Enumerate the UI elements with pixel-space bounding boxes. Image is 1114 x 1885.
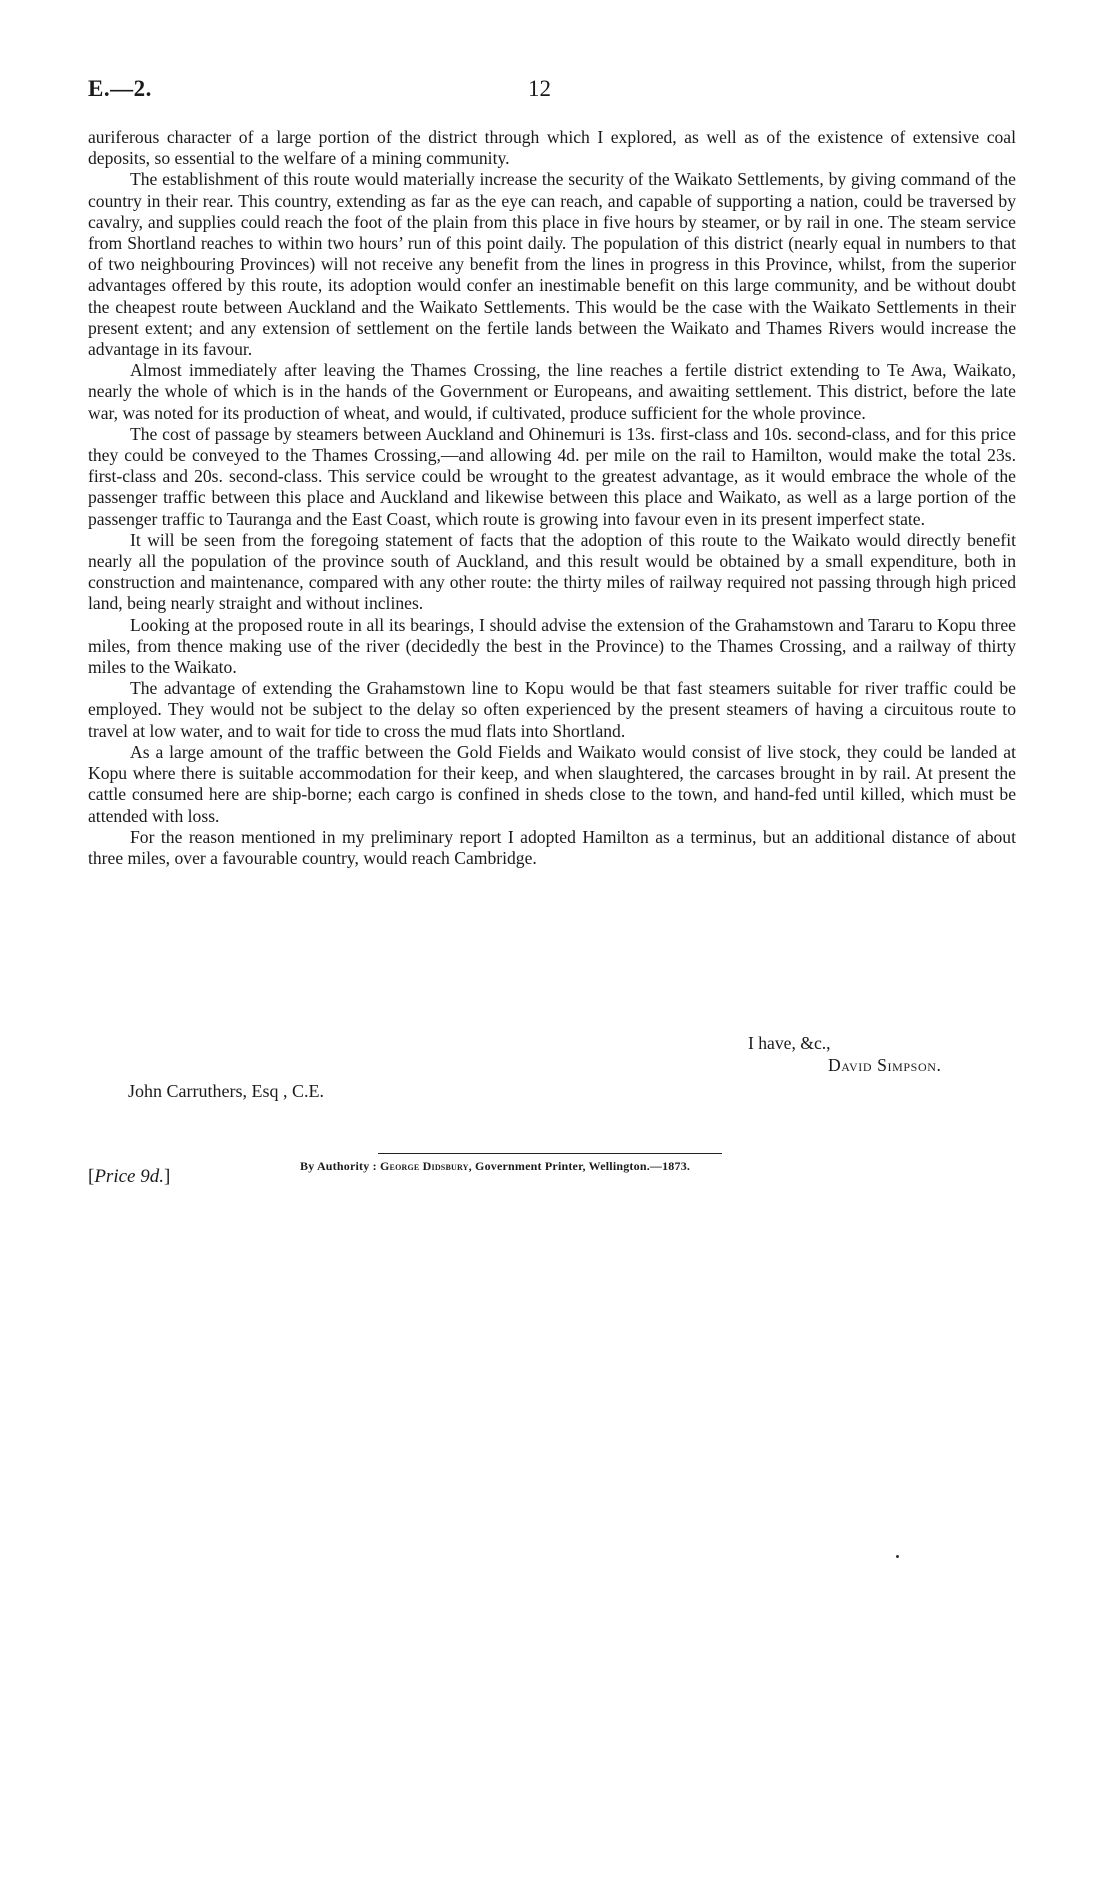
addressee: John Carruthers, Esq , C.E.	[128, 1081, 324, 1101]
salutation: I have, &c.,	[748, 1033, 831, 1053]
paragraph: Looking at the proposed route in all its bearings, I should advise the extension of the Grahamstown and Tararu to Kopu three miles, from thence making use of the river (decidedly the best in the Province) to the Thames Crossing, and a railway of thirty miles to the Waikato.	[88, 614, 1016, 678]
page-number: 12	[528, 76, 551, 101]
paragraph: For the reason mentioned in my preliminary report I adopted Hamilton as a terminus, but an additional distance of about three miles, over a favourable country, would reach Cambridge.	[88, 826, 1016, 868]
paragraph: It will be seen from the foregoing statement of facts that the adoption of this route to the Waikato would directly benefit nearly all the population of the province south of Auckland, and this result would be obtained by a small expenditure, both in construction and maintenance, compared with any other route: the thirty miles of railway required not passing through high priced land, being nearly straight and without inclines.	[88, 529, 1016, 614]
printer-imprint	[300, 1159, 690, 1174]
paragraph: As a large amount of the traffic between the Gold Fields and Waikato would consist of live stock, they could be landed at Kopu where there is suitable accommodation for their keep, and when slaughtered, the carcases brought in by rail. At present the cattle consumed here are ship-borne; each cargo is confined in sheds close to the town, and hand-fed until killed, which must be attended with loss.	[88, 741, 1016, 826]
imprint-suffix: , Government Printer, Wellington.—1873.	[468, 1159, 691, 1173]
imprint-printer: George Didsbury	[380, 1159, 469, 1173]
page-header	[88, 76, 1028, 106]
letter-closing	[88, 1033, 1016, 1113]
footer-rule	[378, 1153, 722, 1154]
signature: David Simpson.	[828, 1055, 942, 1075]
paragraph: The establishment of this route would materially increase the security of the Waikato Settlements, by giving command of the country in their rear. This country, extending as far as the eye can reach, and capable of supporting a nation, could be traversed by cavalry, and supplies could reach the foot of the plain from this place in five hours by steamer, or by rail in one. The steam service from Shortland reaches to within two hours’ run of this point daily. The population of this district (nearly equal in numbers to that of two neighbouring Provinces) will not receive any benefit from the lines in progress in this Province, whilst, from the superior advantages offered by this route, its adoption would confer an inestimable benefit on this large community, and be without doubt the cheapest route between Auckland and the Waikato Settlements. This would be the case with the Waikato Settlements in their present extent; and any extension of settlement on the fertile lands between the Waikato and Thames Rivers would increase the advantage in its favour.	[88, 169, 1016, 360]
price-note: [Price 9d.]	[88, 1166, 171, 1187]
print-speck	[896, 1555, 899, 1558]
price-label: Price 9d.	[94, 1166, 164, 1187]
paragraph: auriferous character of a large portion of the district through which I explored, as well as of the existence of extensive coal deposits, so essential to the welfare of a mining community.	[88, 127, 1016, 169]
paragraph: The cost of passage by steamers between Auckland and Ohinemuri is 13s. first-class and 10s. second-class, and for this price they could be conveyed to the Thames Crossing,—and allowing 4d. per mile on the rail to Hamilton, would make the total 23s. first-class and 20s. second-class. This service could be wrought to the greatest advantage, as it would embrace the whole of the passenger traffic between this place and Auckland and likewise between this place and Waikato, as well as a large portion of the passenger traffic to Tauranga and the East Coast, which route is growing into favour even in its present imperfect state.	[88, 423, 1016, 529]
body-text	[88, 127, 1016, 869]
paragraph: Almost immediately after leaving the Thames Crossing, the line reaches a fertile district extending to Te Awa, Waikato, nearly the whole of which is in the hands of the Government or Europeans, and awaiting settlement. This district, before the late war, was noted for its production of wheat, and would, if cultivated, produce sufficient for the whole province.	[88, 360, 1016, 423]
document-reference: E.—2.	[88, 76, 152, 101]
imprint-prefix: By Authority :	[300, 1159, 377, 1173]
paragraph: The advantage of extending the Grahamstown line to Kopu would be that fast steamers suitable for river traffic could be employed. They would not be subject to the delay so often experienced by the present steamers of having a circuitous route to travel at low water, and to wait for tide to cross the mud flats into Shortland.	[88, 678, 1016, 741]
